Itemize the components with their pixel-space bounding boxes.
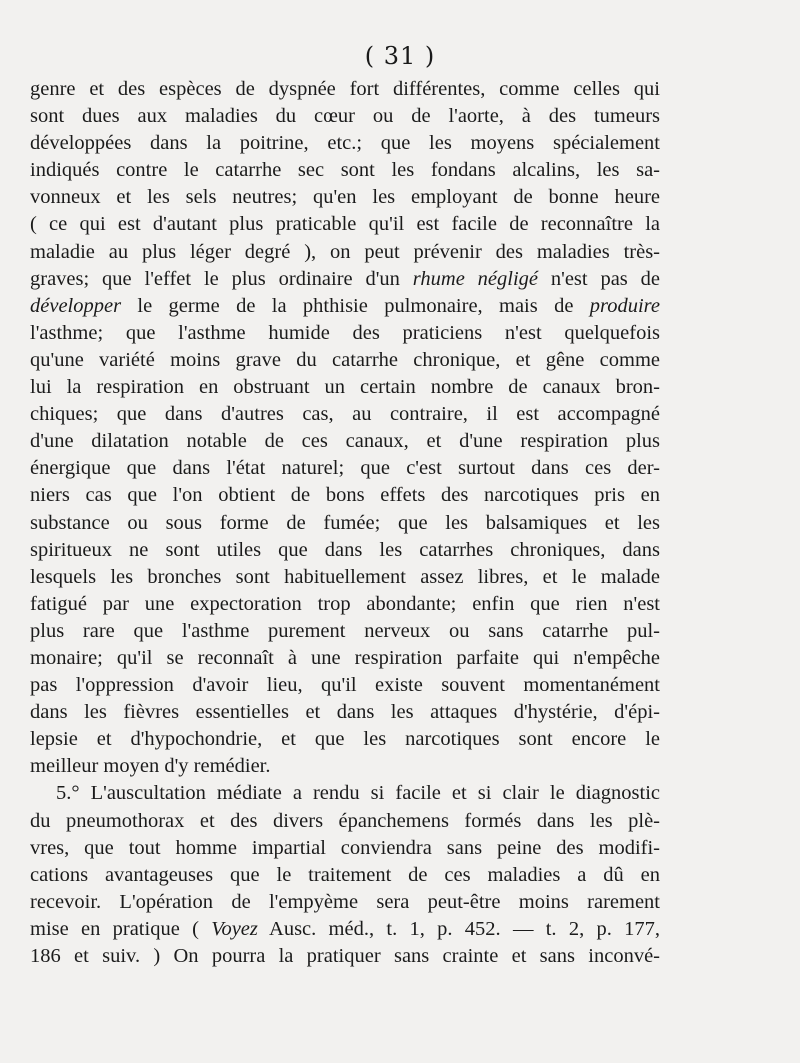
text-line — [30, 211, 660, 238]
text-segment: Ausc. méd., t. 1, p. 452. — t. 2, p. 177, — [257, 917, 661, 940]
text-line — [30, 482, 660, 509]
text-line — [30, 510, 660, 537]
text-line — [30, 239, 660, 266]
text-line — [30, 76, 660, 103]
text-segment: du pneumothorax et des divers épanchemens formés dans les plè- — [30, 809, 660, 832]
text-segment: substance ou sous forme de fumée; que les balsamiques et les — [30, 511, 660, 534]
text-segment: cations avantageuses que le traitement de ces maladies a dû en — [30, 863, 660, 886]
text-line — [30, 943, 660, 970]
text-segment: indiqués contre le catarrhe sec sont les fondans alcalins, les sa- — [30, 159, 660, 182]
text-line — [30, 184, 660, 211]
text-segment: 5.° L'auscultation médiate a rendu si facile et si clair le diagnostic — [56, 782, 660, 805]
text-line — [30, 916, 660, 943]
text-segment: fatigué par une expectoration trop abondante; enfin que rien n'est — [30, 592, 660, 615]
text-line — [30, 374, 660, 401]
text-line — [30, 699, 660, 726]
text-line — [30, 130, 660, 157]
text-segment: mise en pratique ( — [30, 917, 212, 940]
text-segment: lepsie et d'hypochondrie, et que les narcotiques sont encore le — [30, 728, 660, 751]
text-segment: chiques; que dans d'autres cas, au contraire, il est accompagné — [30, 403, 660, 426]
text-segment: maladie au plus léger degré ), on peut prévenir des maladies très- — [30, 240, 660, 263]
text-line — [30, 618, 660, 645]
text-line — [30, 401, 660, 428]
text-segment: monaire; qu'il se reconnaît à une respiration parfaite qui n'empêche — [30, 646, 660, 669]
text-segment: niers cas que l'on obtient de bons effets des narcotiques pris en — [30, 484, 660, 507]
text-line — [30, 645, 660, 672]
italic-text: développer — [30, 294, 122, 317]
text-line — [30, 428, 660, 455]
text-segment: recevoir. L'opération de l'empyème sera peut-être moins rarement — [30, 890, 660, 913]
text-segment: qu'une variété moins grave du catarrhe chronique, et gêne comme — [30, 348, 660, 371]
text-segment: l'asthme; que l'asthme humide des praticiens n'est quelquefois — [30, 321, 660, 344]
text-line — [30, 889, 660, 916]
text-line — [30, 808, 660, 835]
text-segment: sont dues aux maladies du cœur ou de l'aorte, à des tumeurs — [30, 105, 660, 128]
text-segment: plus rare que l'asthme purement nerveux ou sans catarrhe pul- — [30, 619, 660, 642]
page-number: ( 31 ) — [364, 42, 436, 70]
text-segment: vres, que tout homme impartial conviendra sans peine des modifi- — [30, 836, 660, 859]
italic-text: produire — [589, 294, 660, 317]
text-segment: ( ce qui est d'autant plus praticable qu'il est facile de reconnaître la — [30, 213, 660, 236]
text-segment: pas l'oppression d'avoir lieu, qu'il existe souvent momentanément — [30, 674, 660, 697]
text-segment: n'est pas de — [538, 267, 660, 290]
text-segment: développées dans la poitrine, etc.; que les moyens spécialement — [30, 132, 660, 155]
text-line — [30, 835, 660, 862]
text-segment: le germe de la phthisie pulmonaire, mais de — [121, 294, 590, 317]
text-line — [30, 103, 660, 130]
text-segment: meilleur moyen d'y remédier. — [30, 755, 271, 778]
text-line — [30, 780, 660, 807]
text-line — [30, 753, 660, 780]
text-line — [30, 591, 660, 618]
text-segment: graves; que l'effet le plus ordinaire d'un — [30, 267, 413, 290]
italic-text: rhume négligé — [412, 267, 539, 290]
text-segment: genre et des espèces de dyspnée fort différentes, comme celles qui — [30, 78, 660, 100]
text-line — [30, 726, 660, 753]
text-line — [30, 564, 660, 591]
text-line — [30, 672, 660, 699]
text-line — [30, 157, 660, 184]
text-segment: lesquels les bronches sont habituellement assez libres, et le malade — [30, 565, 660, 588]
text-line — [30, 320, 660, 347]
text-segment: d'une dilatation notable de ces canaux, et d'une respiration plus — [30, 430, 660, 453]
text-line — [30, 455, 660, 482]
text-line — [30, 347, 660, 374]
text-segment: lui la respiration en obstruant un certain nombre de canaux bron- — [30, 376, 660, 399]
text-line — [30, 862, 660, 889]
italic-text: Voyez — [211, 917, 258, 940]
text-segment: 186 et suiv. ) On pourra la pratiquer sans crainte et sans inconvé- — [30, 945, 660, 967]
text-segment: spiritueux ne sont utiles que dans les catarrhes chroniques, dans — [30, 538, 660, 561]
text-line — [30, 537, 660, 564]
text-segment: énergique que dans l'état naturel; que c'est surtout dans ces der- — [30, 457, 660, 480]
body-text — [30, 76, 660, 970]
text-segment: dans les fièvres essentielles et dans les attaques d'hystérie, d'épi- — [30, 701, 660, 724]
text-line — [30, 293, 660, 320]
text-segment: vonneux et les sels neutres; qu'en les employant de bonne heure — [30, 186, 660, 209]
text-line — [30, 266, 660, 293]
